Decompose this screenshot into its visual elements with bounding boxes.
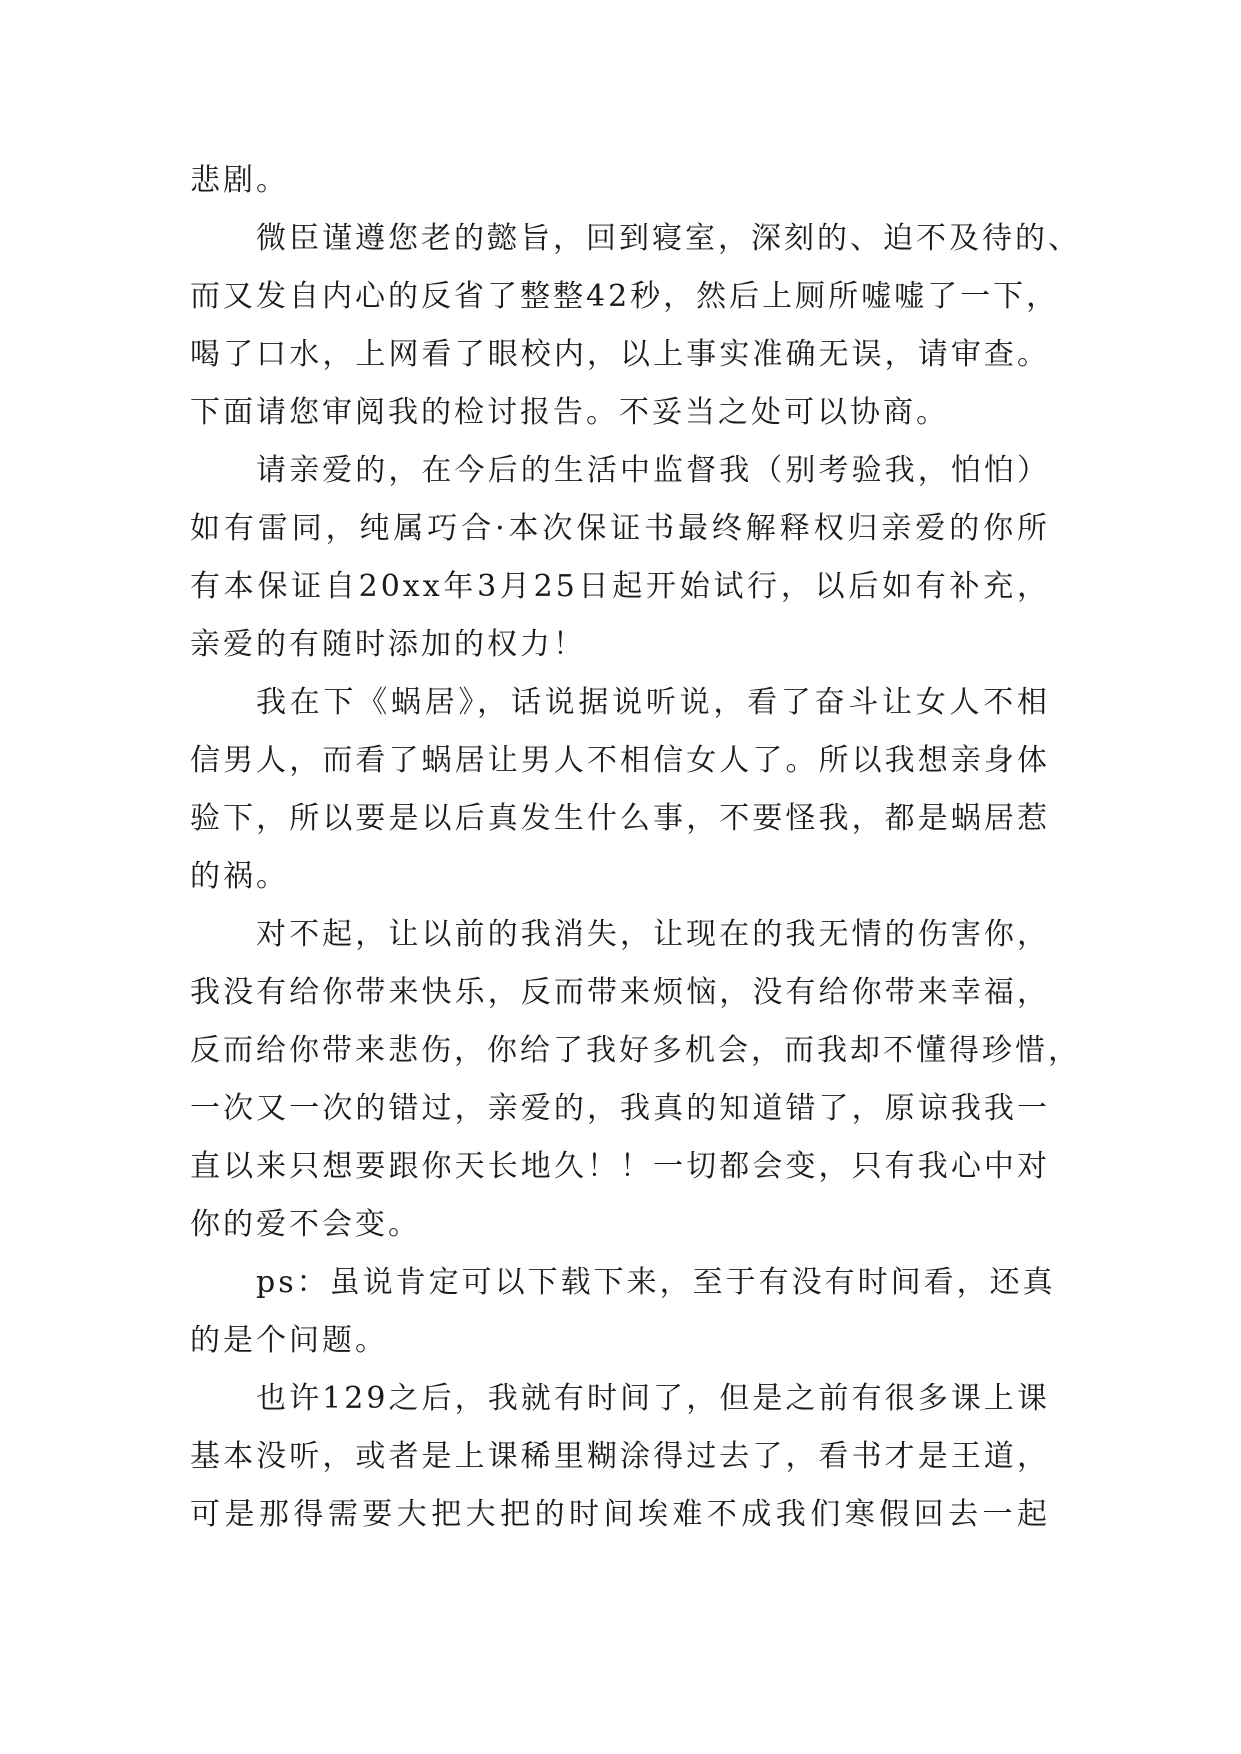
text-line: 可是那得需要大把大把的时间埃难不成我们寒假回去一起 (190, 1497, 1050, 1532)
text-line: 下面请您审阅我的检讨报告。不妥当之处可以协商。 (190, 395, 949, 430)
document-body (190, 152, 1081, 1544)
text-line: 的是个问题。 (190, 1323, 388, 1358)
text-line: 反而给你带来悲伤，你给了我好多机会，而我却不懂得珍惜， (190, 1033, 1081, 1068)
text-line: 喝了口水，上网看了眼校内，以上事实准确无误，请审查。 (190, 337, 1050, 372)
text-line: 信男人，而看了蜗居让男人不相信女人了。所以我想亲身体 (190, 743, 1050, 778)
text-line: 一次又一次的错过，亲爱的，我真的知道错了，原谅我我一 (190, 1091, 1050, 1126)
text-line: 微臣谨遵您老的懿旨，回到寝室，深刻的、迫不及待的、 (256, 221, 1081, 256)
text-line: 而又发自内心的反省了整整42秒，然后上厕所嘘嘘了一下， (190, 279, 1060, 314)
text-line: 亲爱的有随时添加的权力！ (190, 627, 586, 662)
text-line: 悲剧。 (190, 163, 289, 198)
text-line: 请亲爱的，在今后的生活中监督我（别考验我，怕怕） (256, 453, 1050, 488)
text-line: 如有雷同，纯属巧合·本次保证书最终解释权归亲爱的你所 (190, 511, 1050, 546)
text-line: 直以来只想要跟你天长地久！！一切都会变，只有我心中对 (190, 1149, 1050, 1184)
text-line: 有本保证自20xx年3月25日起开始试行，以后如有补充， (190, 569, 1050, 604)
text-line: 对不起，让以前的我消失，让现在的我无情的伤害你， (256, 917, 1050, 952)
text-line: 基本没听，或者是上课稀里糊涂得过去了，看书才是王道， (190, 1439, 1050, 1474)
text-line: 我没有给你带来快乐，反而带来烦恼，没有给你带来幸福， (190, 975, 1050, 1010)
text-line: 的祸。 (190, 859, 289, 894)
text-line: ps：虽说肯定可以下载下来，至于有没有时间看，还真 (256, 1265, 1056, 1300)
text-line: 验下，所以要是以后真发生什么事，不要怪我，都是蜗居惹 (190, 801, 1050, 836)
text-line: 你的爱不会变。 (190, 1207, 421, 1242)
text-line: 我在下《蜗居》，话说据说听说，看了奋斗让女人不相 (256, 685, 1050, 720)
text-line: 也许129之后，我就有时间了，但是之前有很多课上课 (256, 1381, 1050, 1416)
